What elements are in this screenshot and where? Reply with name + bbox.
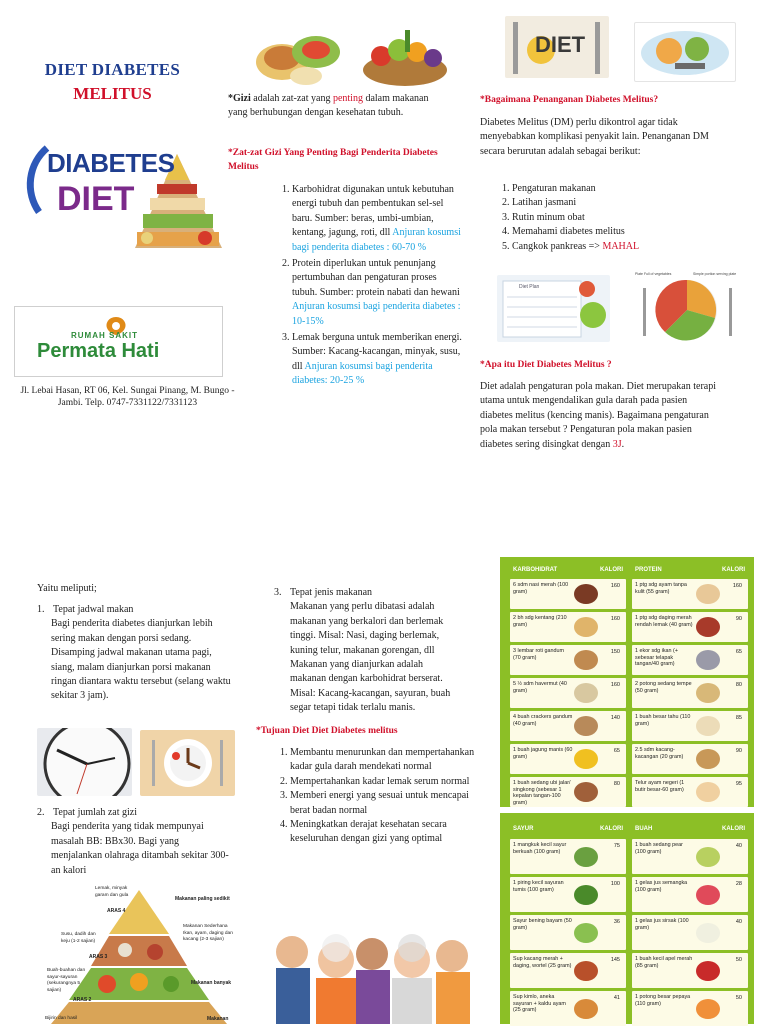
j1-block: 1. Tepat jadwal makan Bagi penderita diabetes dianjurkan lebih sering makan dengan porsi sedang. Disamping jadwal makanan utama pagi, siang, malam dianjurkan porsi makanan ringan diantara waktu tersebut (selang waktu sekitar 3 jam). [37,603,232,704]
logo-text-diet: DIET [57,180,135,218]
food-row [632,777,748,807]
diet-sign-photo [505,16,609,78]
food-kalori: 90 [735,748,742,754]
penanganan-item: 2. Latihan jasmani [512,196,732,210]
food-row [632,678,748,708]
food-photo [696,650,720,670]
buah-table [632,822,748,1026]
protein-kalori-head: KALORI [722,567,745,573]
food-row [510,839,626,874]
sayur-head: SAYUR [513,826,534,832]
gizi-intro-b: dalam makanan yang berhubungan dengan kesehatan tubuh. [228,93,429,119]
food-kalori: 160 [732,583,742,589]
food-name: 1 ekor sdg ikan (+ sebesar telapak tangan/40 gram) [635,648,678,667]
food-row [510,777,626,807]
protein-head: PROTEIN [635,567,662,573]
food-kalori: 90 [735,616,742,622]
penanganan-heading: *Bagaimana Penanganan Diabetes Melitus? [480,95,659,105]
karbohidrat-rows [510,579,626,807]
gizi-term: *Gizi [228,93,251,104]
hospital-address: Jl. Lebai Hasan, RT 06, Kel. Sungai Pinang, M. Bungo - Jambi. Telp. 0747-7331122/7331123 [20,386,235,408]
gizi-penting: penting [332,93,363,104]
food-kalori: 80 [613,781,620,787]
food-photo [696,617,720,637]
food-kalori: 50 [735,957,742,963]
clock-photo [37,728,132,796]
food-photo [574,584,598,604]
plate-right-label: Simple portion serving plate [693,272,737,276]
food-name: 1 mangkuk kecil sayur berkuah (100 gram) [513,842,567,855]
food-kalori: 65 [613,748,620,754]
food-row [632,953,748,988]
food-kalori: 40 [735,919,742,925]
karbohidrat-kalori-head: KALORI [600,567,623,573]
pyramid-label-ikan: Makanan Sederhana Ikan, ayam, daging dan kacang (2-3 sajian) [183,924,233,942]
food-kalori: 160 [610,682,620,688]
food-name: 4 buah crackers gandum (40 gram) [513,714,573,727]
food-kalori: 160 [610,616,620,622]
food-photo [574,683,598,703]
penanganan-item: 4. Memahami diabetes melitus [512,225,732,239]
diabetes-diet-logo [17,140,229,255]
zat-gizi-list [276,183,462,389]
j3-block: 3. Tepat jenis makanan Makanan yang perlu dibatasi adalah makanan yang berkalori dan berlemak tinggi. Misal: Nasi, daging berlemak, kuning telur, makanan gorengan, dll Makanan yang dianjurkan adalah makanan dengan karbohidrat berserat. Misal: Kacang-kacangan, sayuran, buah segar tetapi tidak terlalu manis. [274,586,459,716]
food-row [632,915,748,950]
food-row [632,645,748,675]
food-name: 6 sdm nasi merah (100 gram) [513,582,569,595]
penanganan-intro: Diabetes Melitus (DM) perlu dikontrol agar tidak menyebabkan komplikasi penyakit lain. Penanganan DM secara berurutan adalah sebagai berikut: [480,117,709,157]
zat-gizi-item: 2. Protein diperlukan untuk penunjang pertumbuhan dan pengaturan proses tubuh. Sumber: protein nabati dan hewani Anjuran kosumsi bagi penderita diabetes : 10-15% [292,257,462,329]
food-name: 1 gelas jus semangka (100 gram) [635,880,688,893]
food-photo [574,923,598,943]
tujuan-item: 1. Membantu menurunkan dan mempertahankan kadar gula darah mendekati normal [290,746,480,775]
food-photo [574,749,598,769]
hospital-logo [14,306,223,377]
food-photo [696,749,720,769]
karbohidrat-head: KARBOHIDRAT [513,567,558,573]
j2-title: Tepat jumlah zat gizi [53,807,137,818]
j3-title: Tepat jenis makanan [290,587,373,598]
food-name: Sayur bening bayam (50 gram) [513,918,572,931]
title-line-2: MELITUS [73,84,152,103]
food-name: 3 lembar roti gandum (70 gram) [513,648,564,661]
tujuan-item: 4. Meningkatkan derajat kesehatan secara keseluruhan dengan gizi yang optimal [290,818,480,847]
food-name: 5 ½ sdm havermut (40 gram) [513,681,567,694]
j2-block: 2. Tepat jumlah zat gizi Bagi penderita yang tidak mempunyai masalah BB: BBx30. Bagi yang menjalankan olahraga ditambah sekitar 300-an kalori [37,806,232,878]
food-photo [696,999,720,1019]
karbohidrat-table [510,564,626,807]
pyramid-label-susu: Susu, dadih dan keju (1-2 sajian) [61,932,96,944]
food-photo [574,961,598,981]
buah-head: BUAH [635,826,653,832]
food-name: 1 potong besar pepaya (110 gram) [635,994,691,1007]
food-photo [696,885,720,905]
pyramid-paling-banyak: Makanan [207,1016,229,1022]
food-kalori: 160 [610,583,620,589]
food-name: 1 buah besar tahu (110 gram) [635,714,691,727]
penanganan-item: 3. Rutin minum obat [512,211,732,225]
zat-gizi-heading: *Zat-zat Gizi Yang Penting Bagi Penderita Diabetes Melitus [228,148,438,173]
food-name: 1 buah jagung manis (60 gram) [513,747,573,760]
tujuan-heading: *Tujuan Diet Diet Diabetes melitus [256,726,398,736]
food-kalori: 50 [735,995,742,1001]
food-name: 1 buah sedang pear (100 gram) [635,842,683,855]
food-kalori: 100 [610,881,620,887]
food-row [632,877,748,912]
food-photo [696,923,720,943]
food-bowls-photo [252,22,344,88]
sayur-rows [510,839,626,1026]
food-row [510,579,626,609]
food-row [510,991,626,1026]
protein-rows [632,579,748,807]
food-row [632,711,748,741]
sayur-kalori-head: KALORI [600,826,623,832]
hospital-name: Permata Hati [37,340,160,362]
pyramid-banyak: Makanan banyak [191,980,232,986]
portion-plate-photo [631,270,744,347]
food-row [632,612,748,642]
food-kalori: 41 [613,995,620,1001]
food-photo [696,782,720,802]
title-line-1: DIET DIABETES [44,60,181,79]
hospital-small-label: RUMAH SAKIT [71,331,138,340]
food-kalori: 40 [735,843,742,849]
happy-seniors-photo [272,920,484,1024]
diet-plan-label: Diet Plan [519,284,540,290]
food-photo [574,782,598,802]
food-photo [574,617,598,637]
food-kalori: 145 [610,957,620,963]
penanganan-list [496,182,732,254]
food-name: Sup kimlo, aneka sayuran + kaldu ayam (25 gram) [513,994,566,1013]
food-name: 1 buah sedang ubi jalar/ singkong (sebesar 1 kepalan tangan-100 gram) [513,780,571,806]
food-name: 1 ptg sdg ayam tanpa kulit (55 gram) [635,582,687,595]
buah-rows [632,839,748,1026]
apa-itu-diet-body: Diet adalah pengaturan pola makan. Diet merupakan terapi utama untuk mengendalikan gula darah pada pasien diabetes melitus (kencing manis). Bagaimana pengaturan pola makan tersebut ? Pengaturan pola makan pasien diabetes sering disingkat dengan 3J. [480,381,717,450]
pyramid-aras3: ARAS 3 [89,954,108,960]
food-photo [574,999,598,1019]
food-photo [696,961,720,981]
tujuan-list [274,746,480,847]
food-row [510,877,626,912]
food-photo [696,716,720,736]
plate-clock-photo [140,730,235,796]
zat-gizi-item: 1. Karbohidrat digunakan untuk kebutuhan energi tubuh dan pembentukan sel-sel baru. Sumber: beras, umbi-umbian, kentang, jagung, roti, dll Anjuran kosumsi bagi penderita diabetes : 60-70 % [292,183,462,255]
food-name: Sup kacang merah + daging, wortel (25 gram) [513,956,572,969]
food-photo [574,716,598,736]
food-name: 2 bh sdg kentang (210 gram) [513,615,567,628]
food-name: 1 gelas jus sirsak (100 gram) [635,918,689,931]
food-kalori: 80 [735,682,742,688]
food-row [632,579,748,609]
brochure-title [30,60,195,104]
food-name: Telur ayam negeri (1 butir besar-60 gram) [635,780,685,793]
j1-title: Tepat jadwal makan [53,604,134,615]
diet-sign-text: DIET [535,32,586,57]
pyramid-label-top: Lemak, minyak garam dan gula [95,886,129,898]
j2-body: Bagi penderita yang tidak mempunyai masalah BB: BBx30. Bagi yang menjalankan olahraga ditambah sekitar 300-an kalori [51,821,229,876]
food-kalori: 36 [613,919,620,925]
zat-gizi-item: 3. Lemak berguna untuk memberikan energi. Sumber: Kacang-kacangan, minyak, susu, dll Anjuran kosumsi bagi penderita diabetes: 20-25 % [292,331,462,389]
food-kalori: 95 [735,781,742,787]
food-photo [574,885,598,905]
pyramid-label-buah: Buah-buahan dan sayur-sayuran (sekurangnya 5 sajian) [47,968,86,993]
penanganan-item: 5. Cangkok pankreas => MAHAL [512,240,732,254]
food-row [632,744,748,774]
food-photo [574,650,598,670]
pyramid-label-bijirin: Bijirin dan hasil [45,1016,78,1021]
food-kalori: 85 [735,715,742,721]
food-row [510,953,626,988]
yaitu-intro: Yaitu meliputi; [37,583,97,594]
gizi-intro-a: adalah zat-zat yang [250,93,333,104]
food-name: 2 potong sedang tempe (50 gram) [635,681,692,694]
food-name: 2.5 sdm kacang-kacangan (20 gram) [635,747,684,760]
food-row [632,839,748,874]
protein-table [632,564,748,807]
food-name: 1 buah kecil apel merah (85 gram) [635,956,693,969]
apa-itu-diet-heading: *Apa itu Diet Diabetes Melitus ? [480,360,612,370]
food-pyramid [37,884,242,1024]
plate-left-label: Plate Full of vegetables [635,272,672,276]
food-row [510,678,626,708]
food-row [632,991,748,1026]
buah-kalori-head: KALORI [722,826,745,832]
pyramid-aras4: ARAS 4 [107,908,126,914]
sayur-table [510,822,626,1026]
healthy-plate-photo [634,22,736,82]
food-name: 1 ptg sdg daging merah rendah lemak (40 gram) [635,615,693,628]
food-row [510,612,626,642]
food-kalori: 75 [613,843,620,849]
food-row [510,711,626,741]
food-kalori: 150 [610,649,620,655]
food-kalori: 140 [610,715,620,721]
food-photo [574,847,598,867]
food-photo [696,584,720,604]
pyramid-aras2: ARAS 2 [73,997,92,1003]
tujuan-item: 3. Memberi energi yang sesuai untuk mencapai berat badan normal [290,789,480,818]
food-row [510,744,626,774]
fruit-basket-photo [355,22,453,88]
diet-plan-photo [497,275,610,342]
j1-body: Bagi penderita diabetes dianjurkan lebih sering makan dengan porsi sedang. Disamping jadwal makanan utama pagi, siang, malam dianjurkan porsi makanan ringan diantara waktu tersebut (selang waktu sekitar 3 jam). [51,618,231,702]
food-row [510,645,626,675]
gizi-intro [228,92,443,121]
j3-body: Makanan yang perlu dibatasi adalah makanan yang berkalori dan berlemak tinggi. Misal: Nasi, daging berlemak, kuning telur, makanan gorengan, dll Makanan yang dianjurkan adalah makanan dengan karbohidrat berserat. Misal: Kacang-kacangan, sayuran, buah segar tetapi tidak terlalu manis. [290,601,451,714]
food-kalori: 28 [735,881,742,887]
food-name: 1 piring kecil sayuran tumis (100 gram) [513,880,564,893]
food-photo [696,847,720,867]
food-photo [696,683,720,703]
pyramid-paling-sedikit: Makanan paling sedikit [175,896,230,902]
logo-text-diabetes: DIABETES [47,148,175,178]
food-kalori: 65 [735,649,742,655]
food-row [510,915,626,950]
penanganan-item: 1. Pengaturan makanan [512,182,732,196]
tujuan-item: 2. Mempertahankan kadar lemak serum normal [290,775,480,789]
